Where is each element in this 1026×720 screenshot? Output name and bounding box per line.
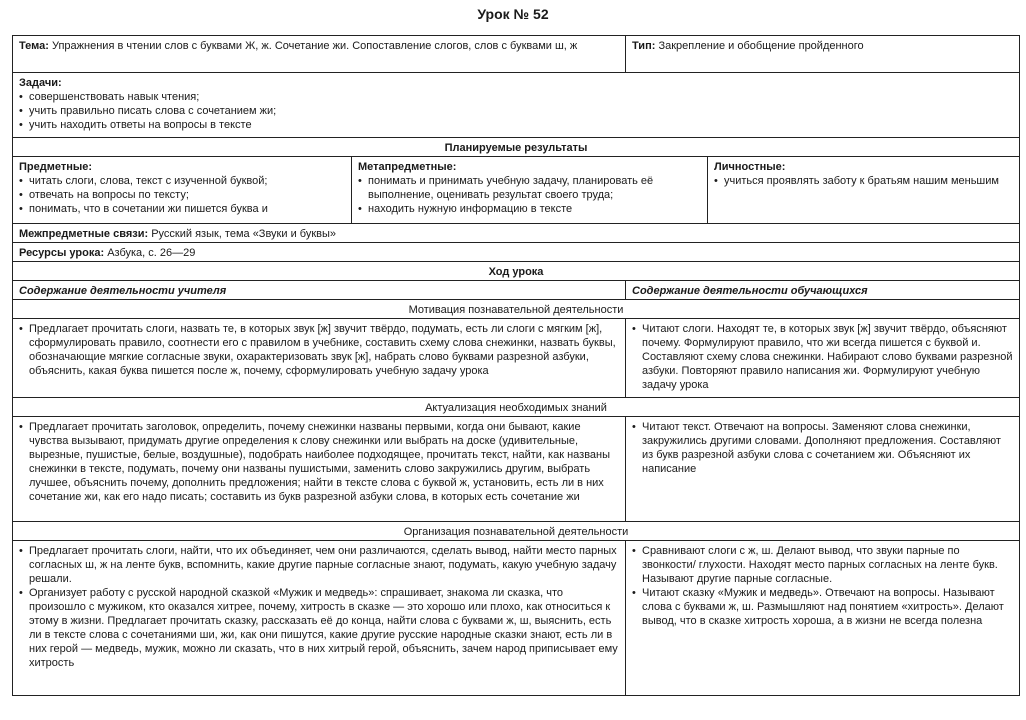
meta-results-list [358,174,701,216]
resources-label: Ресурсы урока: [19,247,105,259]
topic-label: Тема: [19,40,49,52]
stage-organization-header: Организация познавательной деятельности [403,526,629,538]
planned-results-row [13,156,1019,223]
resources-row [13,242,1019,261]
meta-results-cell [351,157,707,223]
type-text: Закрепление и обобщение пройденного [658,40,864,52]
list-item: • Сравнивают слоги с ж, ш. Делают вывод, что звуки парные по звонкости/ глухости. Находят место парных согласных на ленте букв. Называют другие парные согласные. [632,544,1013,586]
interdisciplinary-text: Русский язык, тема «Звуки и буквы» [151,228,337,240]
student-activity-cell [625,417,1019,521]
type-label: Тип: [632,40,656,52]
column-headers-row [13,280,1019,299]
list-item: • Читают сказку «Мужик и медведь». Отвечают на вопросы. Называют слова с буквами ж, ш. Размышляют над понятием «хитрость». Делают вывод, что в сказке хитрость хороша, а в жизни не всегда полезна [632,586,1013,628]
stage-motivation-row [13,318,1019,397]
planned-results-header-row [13,137,1019,156]
stage-motivation-header: Мотивация познавательной деятельности [408,304,624,316]
list-item: • Читают слоги. Находят те, в которых звук [ж] звучит твёрдо, объясняют почему. Формулируют правило, что жи всегда пишется с буквой и. Составляют схему слова снежинки. Набирают слово буквами разрезной азбуки. Повторяют правило написания жи. Формулируют учебную задачу урока [632,322,1013,392]
personal-results-cell [707,157,1019,223]
teacher-activity-list [19,322,619,378]
interdisciplinary-label: Межпредметные связи: [19,228,149,240]
page-title: Урок № 52 [477,6,549,22]
teacher-activity-cell [13,319,625,397]
subject-results-list [19,174,345,216]
student-activity-list [632,544,1013,628]
tasks-label: Задачи: [19,77,62,89]
list-item: • понимать, что в сочетании жи пишется буква и [19,202,345,216]
list-item: • читать слоги, слова, текст с изученной буквой; [19,174,345,188]
teacher-column-header: Содержание деятельности учителя [19,285,227,297]
planned-results-header: Планируемые результаты [444,142,588,154]
list-item: • понимать и принимать учебную задачу, планировать её выполнение, оценивать результат своего труда; [358,174,701,202]
list-item: • Читают текст. Отвечают на вопросы. Заменяют слова снежинки, закружились другими словами. Дополняют предложения. Составляют из букв разрезной азбуки слова с сочетанием жи. Объясняют их написание [632,420,1013,476]
stage-header-row [13,299,1019,318]
teacher-activity-list [19,420,619,504]
topic-row [13,36,1019,72]
list-item: • учить находить ответы на вопросы в тексте [19,118,1013,132]
stage-organization-row [13,540,1019,695]
student-activity-list [632,420,1013,476]
subject-results-label: Предметные: [19,161,93,173]
list-item: • учиться проявлять заботу к братьям нашим меньшим [714,174,1013,188]
list-item: • учить правильно писать слова с сочетанием жи; [19,104,1013,118]
list-item: • находить нужную информацию в тексте [358,202,701,216]
list-item: • отвечать на вопросы по тексту; [19,188,345,202]
list-item: • Предлагает прочитать слоги, назвать те, в которых звук [ж] звучит твёрдо, подумать, есть ли слоги с мягким [ж], сформулировать правило, соотнести его с правилом в учебнике, составить схему слова снежинки, назвать буквы, обозначающие мягкие согласные звуки, охарактеризовать звук [ж], набрать слово буквами разрезной азбуки, объяснить, какая буква пишется после ж, почему, сформулировать учебную задачу урока [19,322,619,378]
student-activity-cell [625,319,1019,397]
list-item: • Предлагает прочитать слоги, найти, что их объединяет, чем они различаются, сделать вывод, найти место парных согласных ш, ж на ленте букв, вспомнить, какие другие парные согласные знают, подумать, какую учебную задачу решали. [19,544,619,586]
resources-text: Азбука, с. 26—29 [107,247,196,259]
type-cell [625,36,1019,72]
personal-results-list [714,174,1013,188]
list-item: • Предлагает прочитать заголовок, определить, почему снежинки названы первыми, когда они бывают, какие чувства вызывают, придумать другие определения к слову снежинки или выбрать на доске (удивительные, вырезные, пушистые, белые, воздушные), подобрать наиболее подходящее, прочитать текст, найти, как названы снежинки в тексте, подумать, почему они названы пушистыми, заменить слово закружились другим, выбрать лучшее, объяснить почему, дополнить предложения; найти в тексте слова с буквой ж, установить, есть ли в них сочетание жи, как его надо писать; составить из букв разрезной азбуки слова, в которых есть сочетание жи [19,420,619,504]
personal-results-label: Личностные: [714,161,786,173]
lesson-table [12,35,1020,696]
student-activity-list [632,322,1013,392]
student-column-header: Содержание деятельности обучающихся [625,281,1019,299]
tasks-cell [13,73,1019,137]
student-activity-cell [625,541,1019,695]
resources-cell [13,243,1019,261]
stage-actualization-row [13,416,1019,521]
tasks-list [19,90,1013,132]
course-header-row [13,261,1019,280]
stage-actualization-header: Актуализация необходимых знаний [425,402,607,414]
topic-text: Упражнения в чтении слов с буквами Ж, ж. Сочетание жи. Сопоставление слогов, слов с буквами ш, ж [51,40,578,52]
meta-results-label: Метапредметные: [358,161,457,173]
interdisciplinary-cell [13,224,1019,242]
teacher-activity-list [19,544,619,670]
list-item: • совершенствовать навык чтения; [19,90,1013,104]
subject-results-cell [13,157,351,223]
teacher-activity-cell [13,541,625,695]
teacher-activity-cell [13,417,625,521]
list-item: • Организует работу с русской народной сказкой «Мужик и медведь»: спрашивает, знакома ли сказка, что произошло с мужиком, кто оказался хитрее, почему, хитрость в сказке — это хорошо или плохо, как относиться к этому в жизни. Предлагает прочитать сказку, рассказать её до конца, найти слова с буквами ж, ш, выяснить, есть ли в тексте слова с сочетаниями ши, жи, как они пишутся, какие другие русские народные сказки знают, есть ли в них герой — медведь, мужик, можно ли сказать, что в них хитрый герой, объяснить, зачем народ приписывает ему хитрость [19,586,619,670]
stage-header-row [13,521,1019,540]
tasks-row [13,72,1019,137]
course-header: Ход урока [488,266,544,278]
stage-header-row [13,397,1019,416]
interdisciplinary-row [13,223,1019,242]
topic-cell [13,36,625,72]
